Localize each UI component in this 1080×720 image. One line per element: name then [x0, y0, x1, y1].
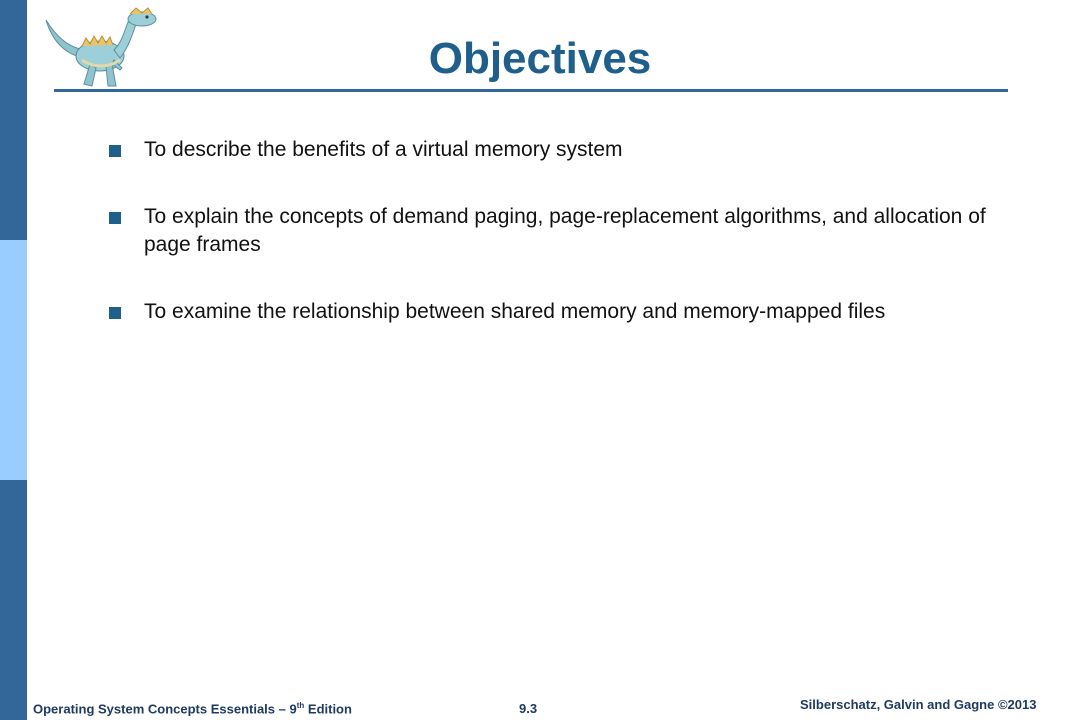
bullet-text: To examine the relationship between shared memory and memory-mapped files	[144, 299, 886, 323]
left-bar-bottom-segment	[0, 480, 27, 720]
footer-book-title	[33, 701, 352, 716]
square-bullet-icon	[109, 307, 121, 319]
objectives-list	[107, 136, 1007, 364]
square-bullet-icon	[109, 212, 121, 224]
footer-copyright: Silberschatz, Galvin and Gagne ©2013	[800, 697, 1037, 712]
footer-book-title-main: Operating System Concepts Essentials – 9	[33, 701, 297, 717]
slide-title: Objectives	[428, 34, 652, 83]
title-divider	[54, 89, 1008, 92]
page-number: 9.3	[519, 701, 538, 716]
footer-book-title-edition: Edition	[304, 701, 352, 717]
bullet-text: To explain the concepts of demand paging, page-replacement algorithms, and allocation of page frames	[144, 204, 986, 256]
list-item	[107, 136, 1007, 165]
bullet-text: To describe the benefits of a virtual memory system	[144, 138, 623, 161]
square-bullet-icon	[109, 145, 121, 157]
list-item	[107, 203, 1007, 260]
footer-edition-superscript: th	[296, 701, 305, 710]
list-item	[107, 298, 1007, 327]
left-accent-bar	[0, 0, 27, 720]
left-bar-middle-segment	[0, 240, 27, 480]
